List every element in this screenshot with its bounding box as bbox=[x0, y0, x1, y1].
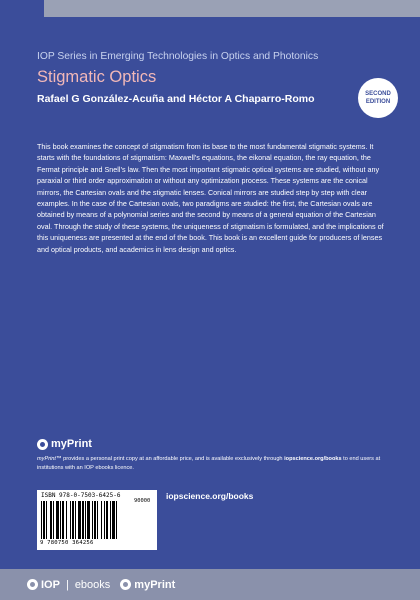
barcode-bar bbox=[87, 501, 90, 539]
myprint-desc-mid: ™ provides a personal print copy at an affordable price, and is available exclusively through bbox=[55, 456, 285, 462]
brand-separator: | bbox=[65, 578, 69, 591]
barcode-bar bbox=[94, 501, 96, 539]
barcode-bar bbox=[110, 501, 111, 539]
publisher-footer bbox=[0, 569, 420, 600]
ebooks-label: ebooks bbox=[74, 578, 111, 591]
myprint-logo-text: myPrint bbox=[51, 438, 92, 450]
book-description: This book examines the concept of stigmatism from its base to the most fundamental stigmatic systems. It starts with the foundations of stigmatism: Maxwell’s equations, the eikonal equation, the ray equation, the Fermat principle and Snell’s law. Then the most important stigmatic optical systems are studied, without any paraxial or third order approximation or without any optimization process. These systems are the conical mirrors, the Cartesian ovals and the stigmatic lenses. Conical mirrors are studied step by step with clear examples. In the case of the Cartesian ovals, two paradigms are studied: the first, the Cartesian ovals are obtained by means of a polynomial series and the second by means of a general equation of the Cartesian oval. Through the study of these systems, the uniqueness of stigmatism is formulated, and the implications of this uniqueness are presented at the end of the book. This book is an excellent guide for producers of lenses and optical products, and academics in lens design and optics. bbox=[37, 142, 384, 254]
barcode-bar bbox=[104, 501, 105, 539]
myprint-desc-lead: myPrint bbox=[37, 456, 56, 462]
myprint-footer-brand bbox=[120, 579, 175, 591]
barcode-bar bbox=[46, 501, 47, 539]
edition-badge bbox=[358, 78, 398, 118]
edition-badge-line1: SECOND bbox=[365, 91, 391, 97]
barcode-bar bbox=[50, 501, 52, 539]
barcode-bar bbox=[97, 501, 98, 539]
barcode-bar bbox=[92, 501, 93, 539]
book-title: Stigmatic Optics bbox=[37, 68, 157, 86]
iopscience-link[interactable]: iopscience.org/books bbox=[166, 491, 254, 501]
barcode-bar bbox=[78, 501, 81, 539]
barcode-bar bbox=[85, 501, 86, 539]
barcode-bar bbox=[82, 501, 84, 539]
barcode-bar bbox=[106, 501, 108, 539]
barcode-bar bbox=[116, 501, 117, 539]
myprint-footer-text: myPrint bbox=[134, 578, 176, 591]
barcode-bar bbox=[41, 501, 42, 539]
barcode-bars bbox=[41, 501, 153, 539]
iop-logo-text: IOP bbox=[41, 578, 60, 591]
barcode-digits: 9 780750 364256 bbox=[40, 540, 94, 546]
barcode-bar bbox=[70, 501, 71, 539]
myprint-desc-tail: to end users at institutions with an IOP ebooks licence. bbox=[37, 456, 381, 471]
myprint-description bbox=[37, 455, 397, 472]
barcode-bar bbox=[112, 501, 115, 539]
barcode-bar bbox=[43, 501, 45, 539]
isbn-text: ISBN 978-0-7503-6425-6 bbox=[41, 492, 121, 499]
barcode-bar bbox=[101, 501, 102, 539]
myprint-footer-icon bbox=[120, 579, 131, 590]
barcode-bar bbox=[66, 501, 67, 539]
iop-ebooks-brand bbox=[27, 579, 110, 591]
barcode-bar bbox=[62, 501, 64, 539]
authors: Rafael G González-Acuña and Héctor A Chaparro-Romo bbox=[37, 93, 315, 105]
barcode-bar bbox=[53, 501, 54, 539]
barcode-price-code: 90000 bbox=[134, 498, 151, 504]
edition-badge-line2: EDITION bbox=[365, 99, 391, 105]
isbn-barcode bbox=[37, 490, 157, 550]
myprint-desc-link[interactable]: iopscience.org/books bbox=[284, 456, 342, 462]
myprint-logo bbox=[37, 437, 92, 451]
barcode-bar bbox=[72, 501, 74, 539]
barcode-bar bbox=[56, 501, 59, 539]
iop-logo-icon bbox=[27, 579, 38, 590]
barcode-bar bbox=[60, 501, 61, 539]
myprint-logo-icon bbox=[37, 439, 48, 450]
series-title: IOP Series in Emerging Technologies in Optics and Photonics bbox=[37, 51, 319, 62]
top-stripe bbox=[0, 0, 420, 17]
barcode-bar bbox=[75, 501, 76, 539]
top-stripe-notch bbox=[0, 0, 44, 17]
